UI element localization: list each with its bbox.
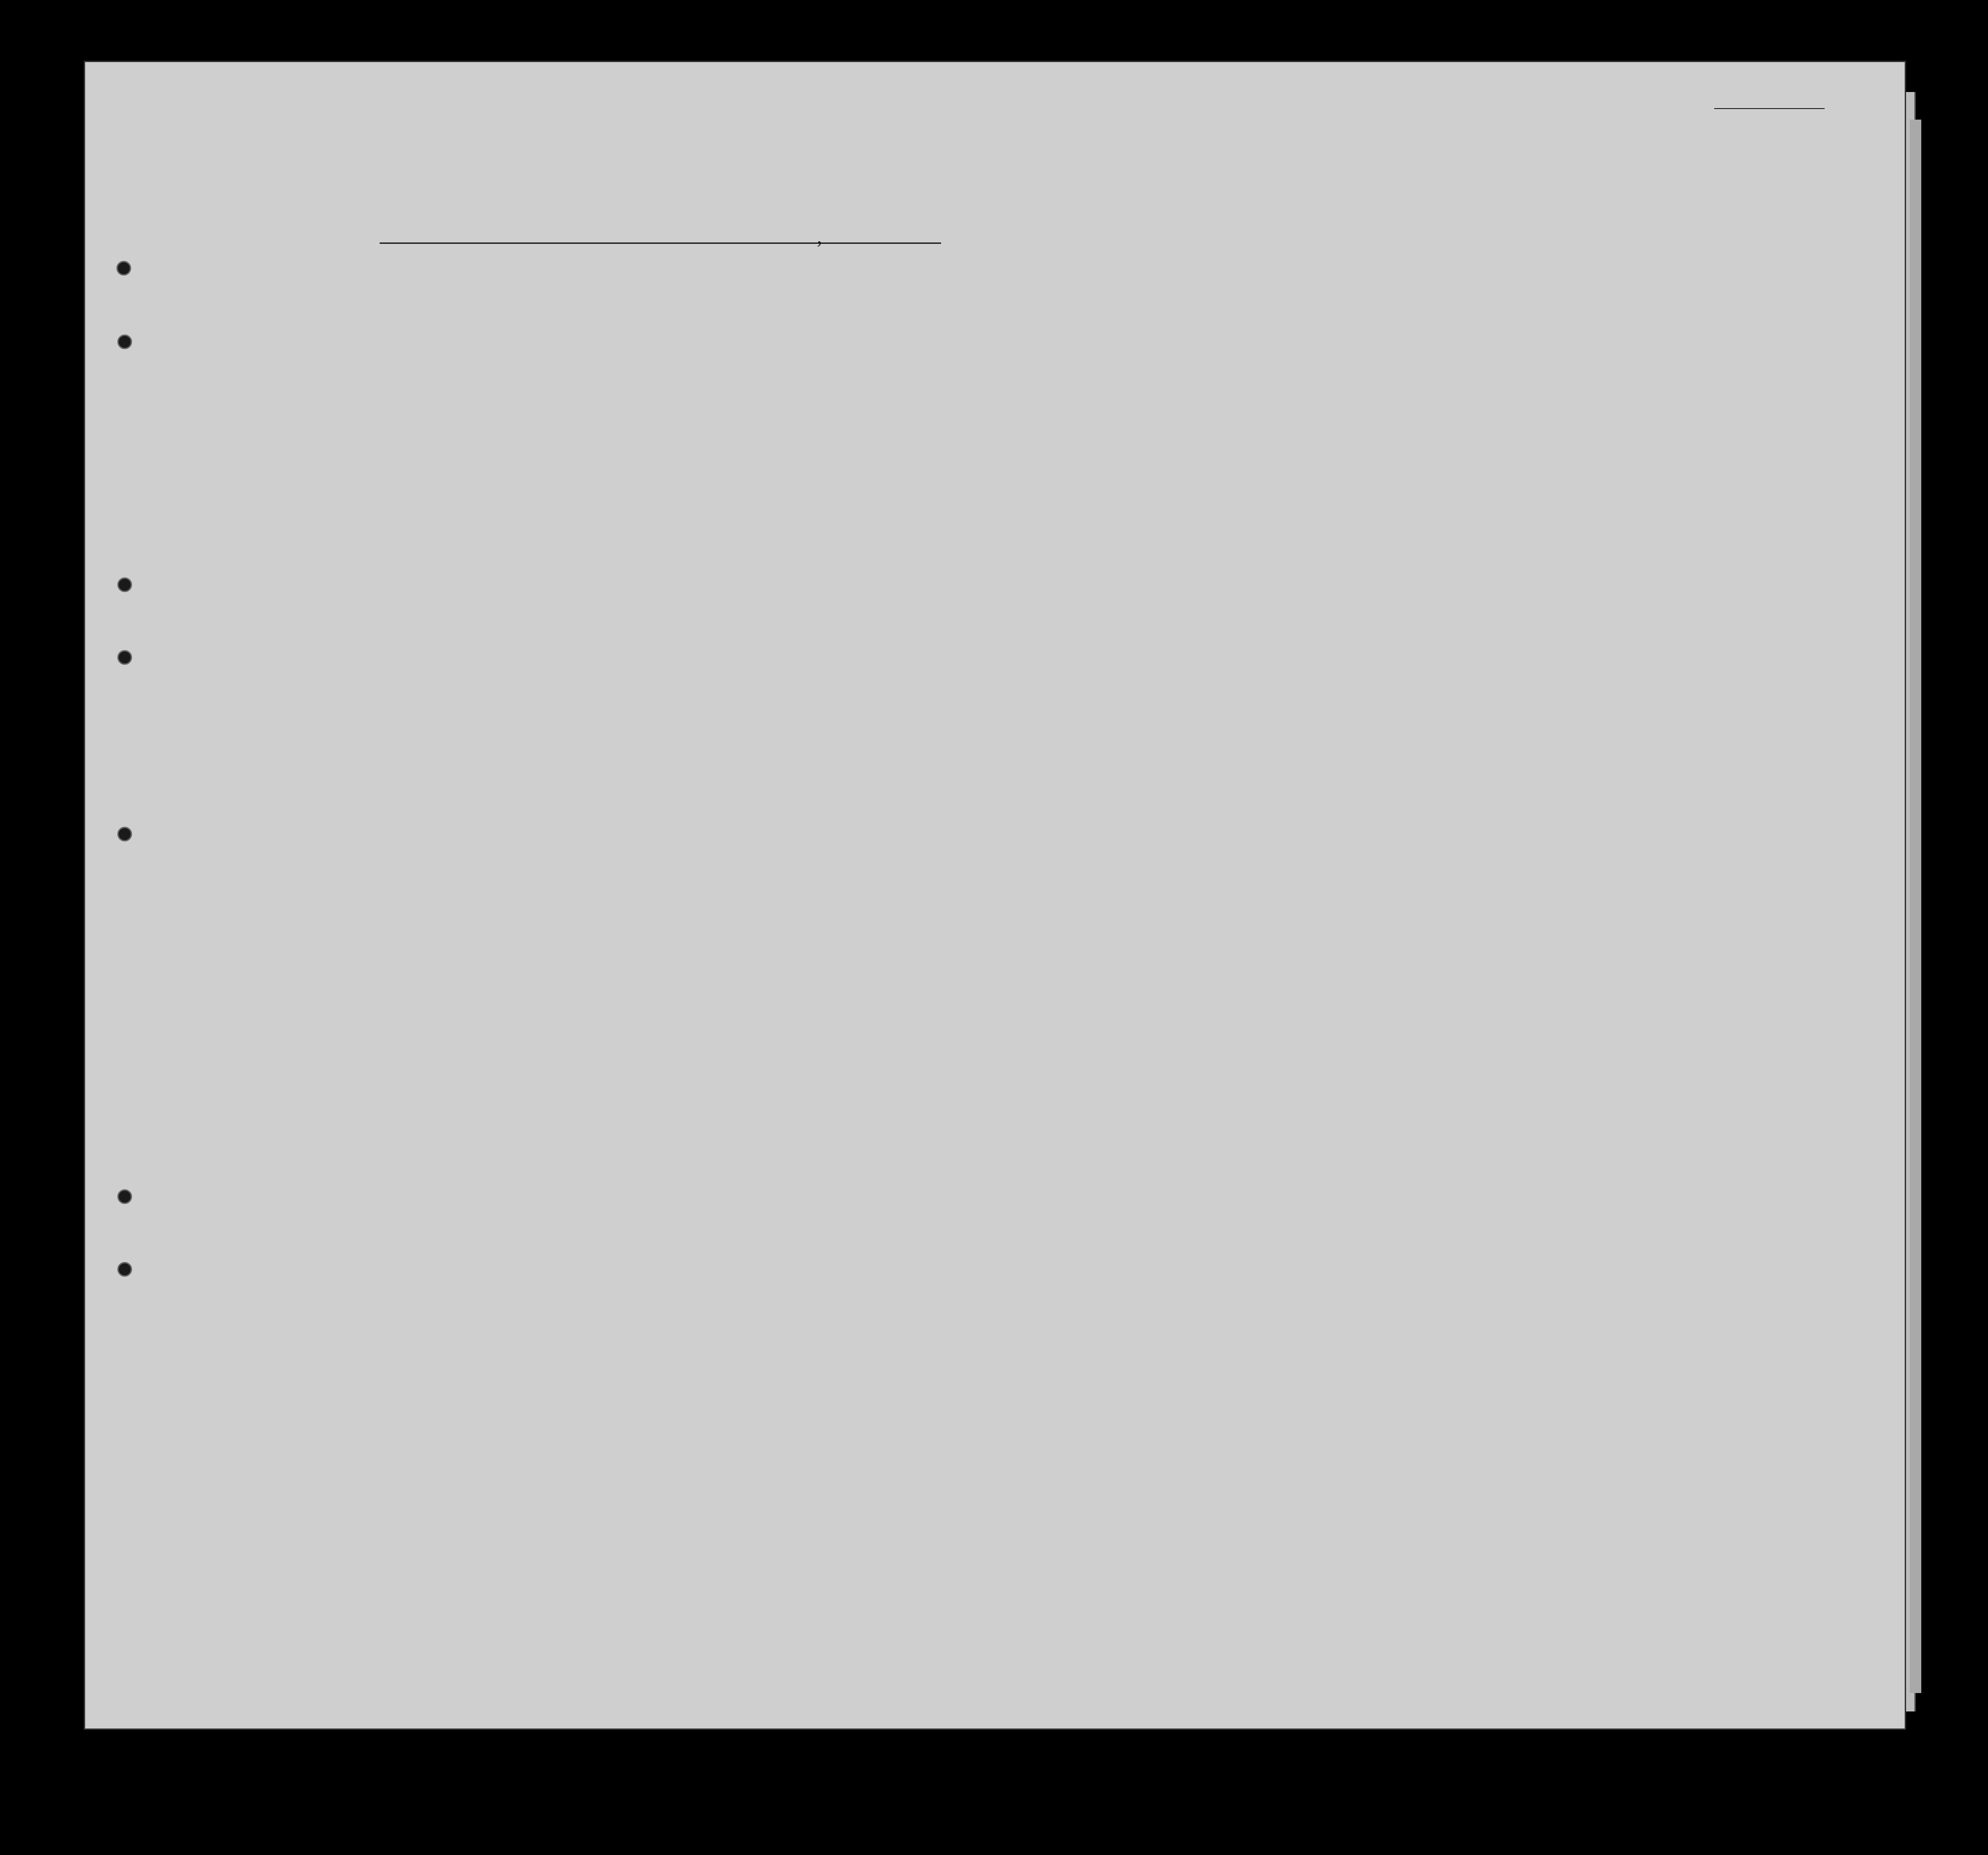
manifest-sheet: ,: [84, 61, 1906, 1730]
table-grid: [85, 62, 1907, 1731]
page-stack-edge-2: [1910, 120, 1921, 1693]
